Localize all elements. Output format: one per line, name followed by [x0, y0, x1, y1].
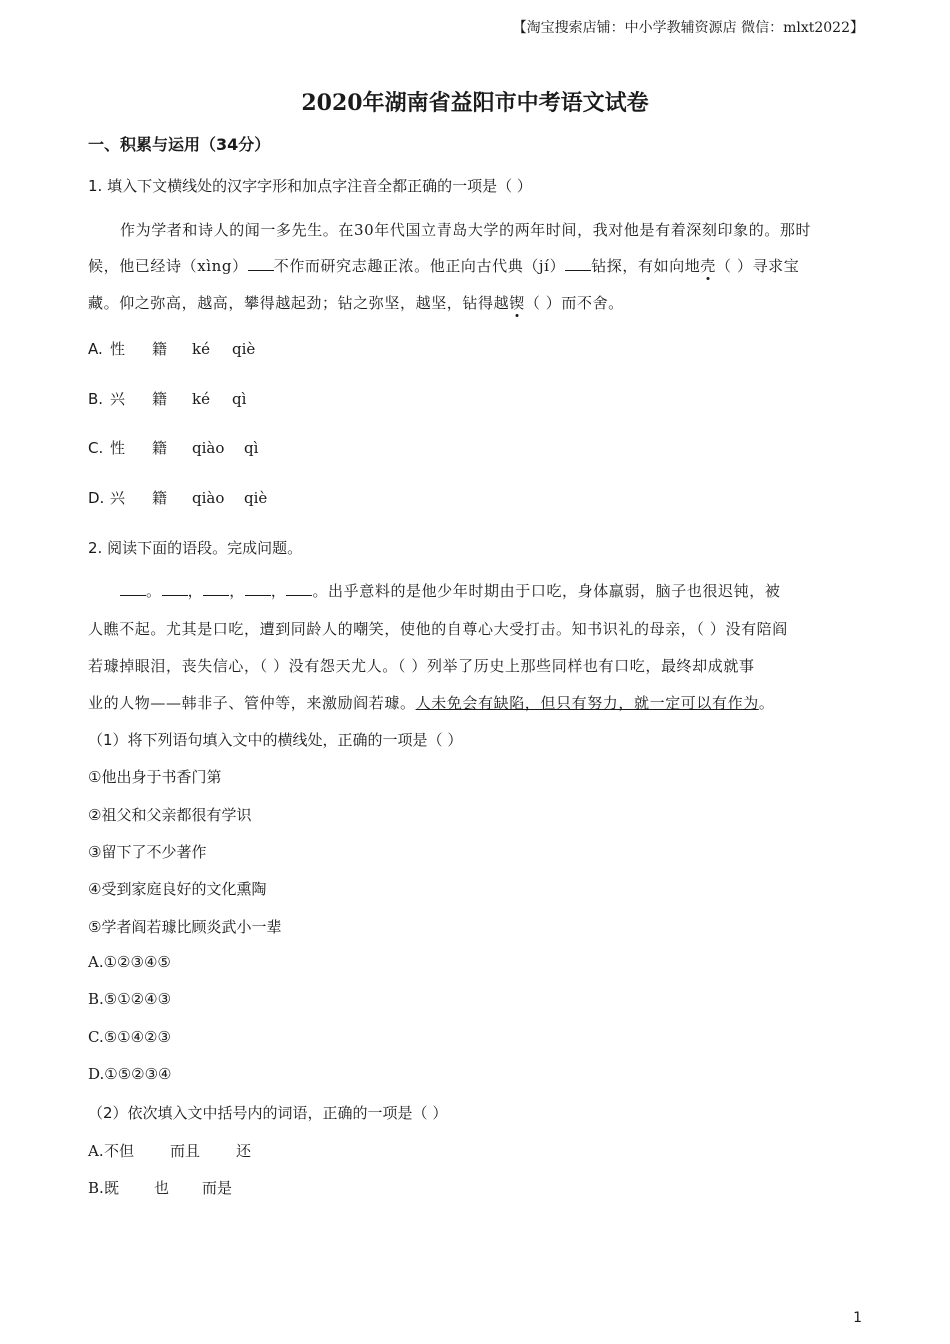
q1-option-c[interactable]: C. 性 籍 qiào qì [88, 439, 259, 457]
q1-option-d[interactable]: D. 兴 籍 qiào qiè [88, 489, 268, 507]
q2-sub1-item-1: ①他出身于书香门第 [88, 768, 222, 786]
q2-sub1-option-c[interactable]: C.⑤①④②③ [88, 1028, 171, 1046]
q2-sub1-option-d[interactable]: D.①⑤②③④ [88, 1065, 172, 1083]
fill-blank [248, 258, 274, 271]
q2-passage-line-3: 若璩掉眼泪，丧失信心，（ ）没有怨天尤人。（ ）列举了历史上那些同样也有口吃，最终却成就事 [88, 657, 755, 675]
q2-sub1-item-4: ④受到家庭良好的文化熏陶 [88, 880, 267, 898]
exam-title: 2020年湖南省益阳市中考语文试卷 [301, 90, 649, 116]
dotted-char: 壳 [700, 257, 716, 275]
page-header: 【淘宝搜索店铺：中小学教辅资源店 微信：mlxt2022】 [512, 20, 864, 36]
fill-blank [203, 583, 229, 596]
section-heading: 一、积累与运用（34分） [88, 135, 271, 154]
q2-sub2-option-b[interactable]: B.既 也 而是 [88, 1179, 233, 1197]
fill-blank [120, 583, 146, 596]
q1-passage-line-3: 藏。仰之弥高，越高，攀得越起劲；钻之弥坚，越坚，钻得越锲（ ）而不舍。 [88, 294, 624, 312]
q2-passage-line-4: 业的人物——韩非子、管仲等，来激励阎若璩。人未免会有缺陷，但只有努力，就一定可以有作为。 [88, 694, 775, 712]
q2-sub1-item-2: ②祖父和父亲都很有学识 [88, 806, 252, 824]
q2-passage-line-1: 。 ， ， ， 。出乎意料的是他少年时期由于口吃，身体羸弱，脑子也很迟钝，被 [120, 580, 780, 601]
page-number: 1 [853, 1310, 862, 1326]
fill-blank [162, 583, 188, 596]
q1-passage-line-2: 候，他已经诗（xìng） 不作而研究志趣正浓。他正向古代典（jí） 钻探，有如向地壳（ ）寻求宝 [88, 257, 800, 275]
dotted-char: 锲 [509, 294, 525, 312]
fill-blank [245, 583, 271, 596]
q2-sub1-option-b[interactable]: B.⑤①②④③ [88, 990, 172, 1008]
underlined-sentence: 人未免会有缺陷，但只有努力，就一定可以有作为 [415, 694, 759, 712]
q2-sub1-option-a[interactable]: A.①②③④⑤ [88, 953, 171, 971]
q1-passage-line-1: 作为学者和诗人的闻一多先生。在30年代国立青岛大学的两年时间，我对他是有着深刻印象的。那时 [120, 221, 812, 239]
q2-sub1-item-5: ⑤学者阎若璩比顾炎武小一辈 [88, 918, 282, 936]
q2-sub2-option-a[interactable]: A.不但 而且 还 [88, 1142, 252, 1160]
q2-passage-line-2: 人瞧不起。尤其是口吃，遭到同龄人的嘲笑，使他的自尊心大受打击。知书识礼的母亲，（ ）没有陪阎 [88, 620, 788, 638]
q1-option-a[interactable]: A. 性 籍 ké qiè [88, 340, 256, 358]
question-2-stem: 2. 阅读下面的语段。完成问题。 [88, 539, 303, 557]
q2-sub1-item-3: ③留下了不少著作 [88, 843, 207, 861]
q1-option-b[interactable]: B. 兴 籍 ké qì [88, 390, 247, 408]
fill-blank [565, 258, 591, 271]
q2-sub1-stem: （1）将下列语句填入文中的横线处，正确的一项是（ ） [88, 731, 463, 749]
fill-blank [286, 583, 312, 596]
q2-sub2-stem: （2）依次填入文中括号内的词语，正确的一项是（ ） [88, 1104, 448, 1122]
question-1-stem: 1. 填入下文横线处的汉字字形和加点字注音全都正确的一项是（ ） [88, 177, 532, 195]
